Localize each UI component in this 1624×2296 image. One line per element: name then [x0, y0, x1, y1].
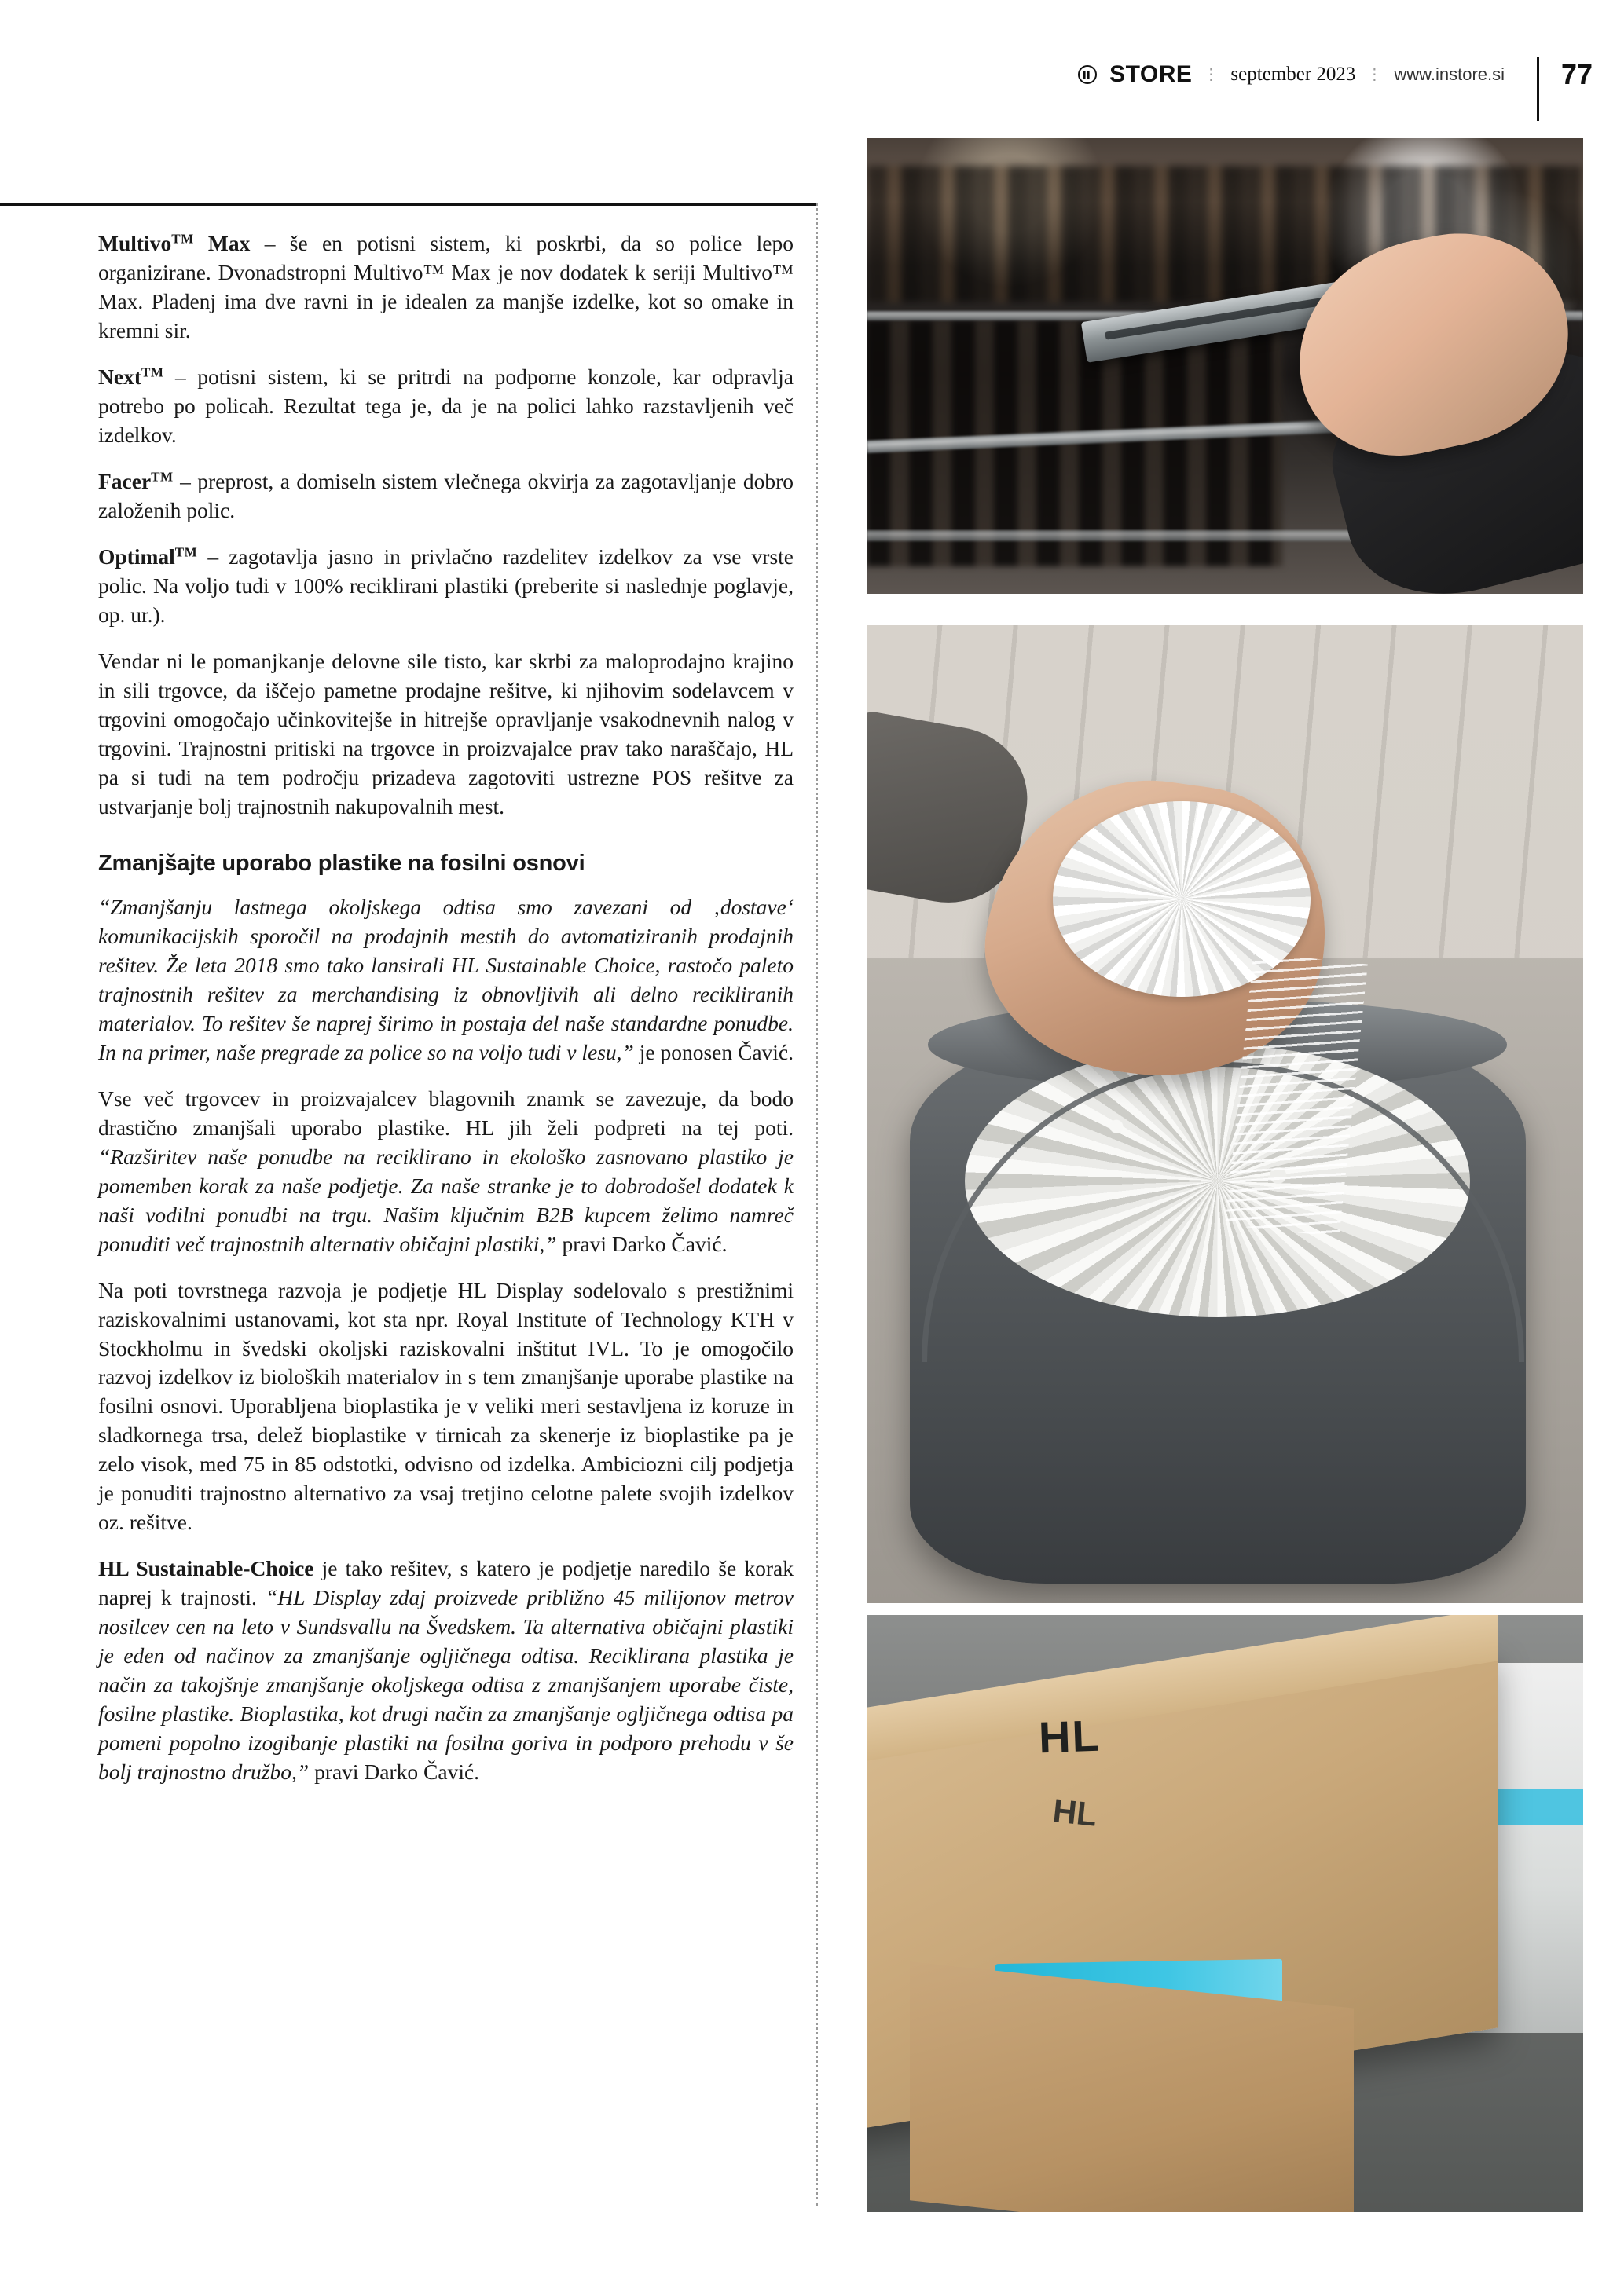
- article-body: [98, 229, 794, 1804]
- term-facer: Facer™: [98, 468, 174, 493]
- page-header: [0, 58, 1624, 116]
- paragraph-research-partners: Na poti tovrstnega razvoja je podjetje HL Display sodelovalo s prestižnimi raziskovalnimi ustanovami, kot sta npr. Royal Institute of Technology KTH v Stockholmu in švedski okoljski raziskovalni inštitut IVL. To je omogočilo razvoj izdelkov iz bioloških materialov in s tem zmanjšanje uporabe plastike na fosilni osnovi. Uporabljena bioplastika je v veliki meri sestavljena iz koruze in sladkornega trsa, delež bioplastike v tirnicah za skenerje iz bioplastike pa je zelo visok, med 75 in 85 odstotki, odvisno od izdelka. Ambiciozni cilj podjetja je ponuditi trajnostno alternativo za vsaj tretjino celotne palete svojih izdelkov oz. rešitve.: [98, 1277, 794, 1535]
- page-number: 77: [1560, 58, 1593, 90]
- header-separator-1: ⋮: [1203, 66, 1220, 83]
- header-website-url: www.instore.si: [1394, 64, 1505, 84]
- paragraph-next-text: – potisni sistem, ki se pritrdi na podporne konzole, kar odpravlja potrebo po policah. Rezultat tega je, da je na polici lahko razstavljenih več izdelkov.: [98, 364, 794, 447]
- paragraph-labour-sustainability: Vendar ni le pomanjkanje delovne sile tisto, kar skrbi za maloprodajno krajino in sili trgovce, da iščejo pametne prodajne rešitve, ki njihovim sodelavcem v trgovini omogočajo učinkovitejše in hitrejše opravljanje vsakodnevnih nalog v trgovini. Trajnostni pritiski na trgovce in proizvajalce prav tako naraščajo, HL pa si tudi na tem področju prizadeva zagotoviti ustrezne POS rešitve za ustvarjanje bolj trajnostnih nakupovalnih mest.: [98, 648, 794, 818]
- term-optimal: Optimal™: [98, 544, 198, 569]
- paragraph-optimal: [98, 543, 794, 630]
- paragraph-multivo-text: – še en potisni sistem, ki poskrbi, da so police lepo organizirane. Dvonadstropni Multivo™ Max je nov dodatek k seriji Multivo™ Max. Pladenj ima dve ravni in je idealen za manjše izdelke, kot so omake in kremni sir.: [98, 231, 794, 342]
- paragraph-facer-text: – preprost, a domiseln sistem vlečnega okvirja za zagotavljanje dobro založenih polic.: [98, 468, 794, 522]
- header-issue-date: september 2023: [1230, 64, 1356, 85]
- term-hl-sustainable-choice: HL Sustainable-Choice: [98, 1556, 314, 1581]
- photo-hl-cardboard-box: [867, 1615, 1583, 2212]
- paragraph-next: [98, 363, 794, 450]
- term-multivo-max: Multivo™ Max: [98, 231, 251, 255]
- photo-recycled-plastic-flakes: [867, 625, 1583, 1603]
- instore-circle-icon: [1076, 64, 1098, 86]
- quote-attribution-3: pravi Darko Čavić.: [309, 1760, 480, 1785]
- paragraph-optimal-text: – zagotavlja jasno in privlačno razdelitev izdelkov za vse vrste polic. Na voljo tudi v 100% reciklirani plastiki (preberite si naslednje poglavje, op. ur.).: [98, 544, 794, 627]
- paragraph-quote-2-intro: Vse več trgovcev in proizvajalcev blagovnih znamk se zavezuje, da bodo drastično zmanjšali uporabo plastike. HL jih želi podpreti na tej poti.: [98, 1086, 794, 1140]
- paragraph-multivo: [98, 229, 794, 346]
- quote-attribution-2: pravi Darko Čavić.: [556, 1231, 728, 1256]
- quote-text-3: “HL Display zdaj proizvede približno 45 milijonov metrov nosilcev cen na leto v Sundsvallu na Švedskem. Ta alternativa običajni plastiki je eden od načinov za zmanjšanje ogljičnega odtisa. Reciklirana plastika je način za takojšnje zmanjšanje okoljskega odtisa z zmanjšanjem uporabe čiste, fosilne plastike. Bioplastika, kot drugi način za zmanjšanje ogljičnega odtisa pa pomeni popolno izogibanje plastiki na fosilna goriva in podporo prehodu v še bolj trajnostno družbo,”: [98, 1585, 794, 1785]
- quote-text-1: “Zmanjšanju lastnega okoljskega odtisa smo zavezani od ‚dostave‘ komunikacijskih sporočil na prodajnih mestih do avtomatiziranih prodajnih rešitev. Že leta 2018 smo tako lansirali HL Sustainable Choice, rastočo paleto trajnostnih rešitev za merchandising iz obnovljivih ali delno recikliranih materialov. To rešitev še naprej širimo in postaja del naše standardne ponudbe. In na primer, naše pregrade za police so na voljo tudi v lesu,”: [98, 894, 794, 1064]
- quote-attribution-1: je ponosen Čavić.: [633, 1039, 794, 1064]
- photo-shelf-pusher-system: [867, 138, 1583, 594]
- quote-text-2: “Razširitev naše ponudbe na reciklirano in ekološko zasnovano plastiko je pomemben korak za naše podjetje. Za naše stranke je to dobrodošel dodatek k naši vodilni ponudbi na trgu. Našim ključnim B2B kupcem želimo namreč ponuditi več trajnostnih alternativ običajni plastiki,”: [98, 1144, 794, 1256]
- column-divider: [816, 203, 819, 2206]
- hl-logo-top: HL: [1037, 1710, 1102, 1762]
- paragraph-quote-2: [98, 1085, 794, 1259]
- paragraph-facer: [98, 467, 794, 525]
- header-vertical-rule: [1537, 57, 1539, 121]
- hl-logo-front: HL: [1050, 1792, 1099, 1833]
- header-masthead: [1076, 61, 1505, 88]
- masthead-wordmark: STORE: [1109, 61, 1193, 87]
- header-horizontal-rule: [0, 203, 817, 206]
- paragraph-hl-sustainable-choice: [98, 1554, 794, 1787]
- subheading-reduce-plastic: Zmanjšajte uporabo plastike na fosilni osnovi: [98, 850, 585, 876]
- paragraph-final-intro: je tako rešitev, s katero je podjetje naredilo še korak naprej k trajnosti.: [98, 1556, 794, 1610]
- header-separator-2: ⋮: [1366, 66, 1384, 83]
- metal-bucket: [910, 1016, 1526, 1584]
- term-next: Next™: [98, 364, 164, 389]
- paragraph-quote-1: [98, 893, 794, 1067]
